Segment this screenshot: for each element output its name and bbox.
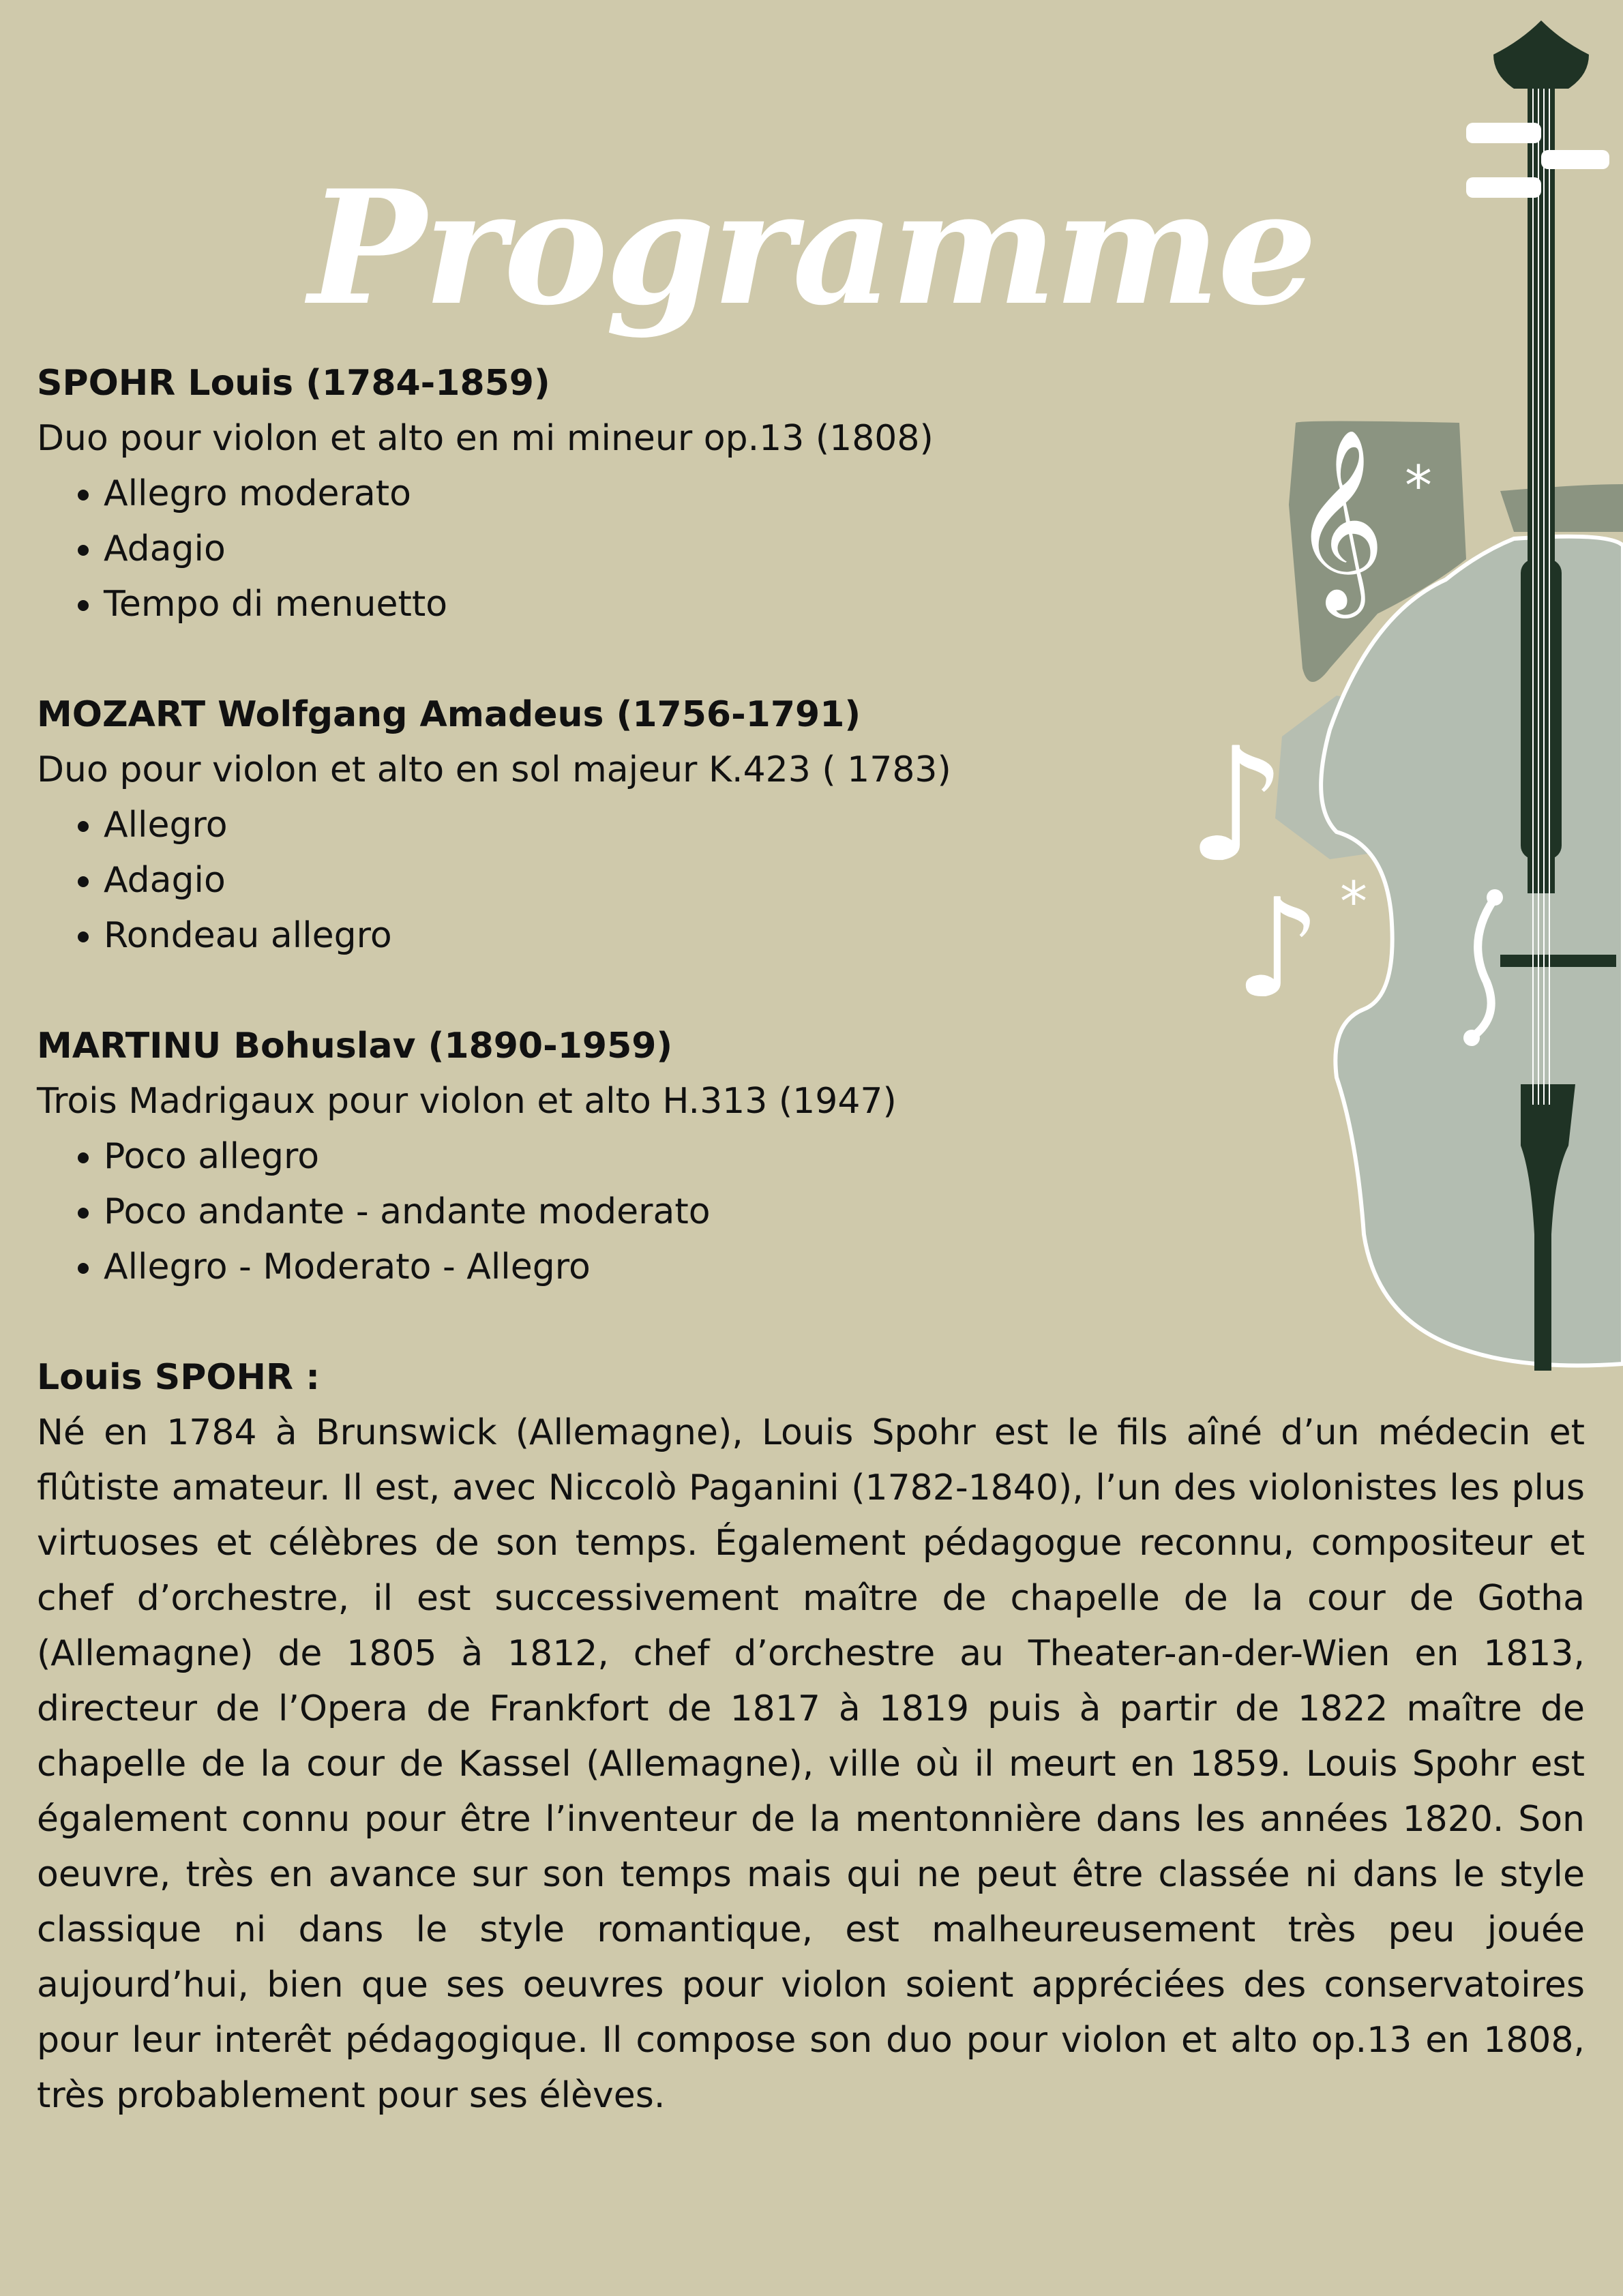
work-spohr bbox=[37, 356, 1585, 632]
tuning-peg bbox=[1466, 177, 1541, 198]
composer-heading: SPOHR Louis (1784-1859) bbox=[37, 363, 550, 404]
movement-list bbox=[37, 798, 1585, 964]
movement-list bbox=[37, 466, 1585, 632]
piece-title: Trois Madrigaux pour violon et alto H.313 (1947) bbox=[37, 1081, 897, 1122]
eighth-note-icon-2: ♪ bbox=[1234, 869, 1322, 1028]
movement-item: • Adagio bbox=[104, 853, 1585, 908]
work-mozart bbox=[37, 687, 1585, 964]
biography bbox=[37, 1350, 1585, 2123]
asterisk-icon: * bbox=[1340, 870, 1367, 934]
movement-item: • Allegro moderato bbox=[104, 466, 1585, 522]
tuning-peg bbox=[1466, 123, 1541, 143]
movement-item: • Allegro - Moderato - Allegro bbox=[104, 1240, 1585, 1295]
tuning-peg bbox=[1541, 150, 1609, 169]
asterisk-icon: * bbox=[1405, 454, 1432, 518]
movement-item: • Poco allegro bbox=[104, 1129, 1585, 1184]
treble-clef-icon: 𝄞 bbox=[1292, 428, 1385, 610]
movement-item: • Tempo di menuetto bbox=[104, 577, 1585, 632]
page-title: Programme bbox=[308, 156, 1315, 341]
piece-title: Duo pour violon et alto en mi mineur op.13 (1808) bbox=[37, 418, 934, 459]
movement-item: • Allegro bbox=[104, 798, 1585, 853]
biography-heading: Louis SPOHR : bbox=[37, 1357, 320, 1398]
biography-text: Né en 1784 à Brunswick (Allemagne), Louis Spohr est le fils aîné d’un médecin et flûtiste amateur. Il est, avec Niccolò Paganini (1782-1840), l’un des violonistes les plus virtuoses et célèbres de son temps. Également pédagogue reconnu, compositeur et chef d’orchestre, il est successivement maître de chapelle de la cour de Gotha (Allemagne) de 1805 à 1812, chef d’orchestre au Theater-an-der-Wien en 1813, directeur de l’Opera de Frankfort de 1817 à 1819 puis à partir de 1822 maître de chapelle de la cour de Kassel (Allemagne), ville où il meurt en 1859. Louis Spohr est également connu pour être l’inventeur de la mentonnière dans les années 1820. Son oeuvre, très en avance sur son temps mais qui ne peut être classée ni dans le style classique ni dans le style romantique, est malheureusement très peu jouée aujourd’hui, bien que ses oeuvres pour violon soient appréciées des conservatoires pour leur interêt pédagogique. Il compose son duo pour violon et alto op.13 en 1808, très probablement pour ses élèves. bbox=[37, 1412, 1585, 2116]
work-martinu bbox=[37, 1019, 1585, 1295]
movement-item: • Adagio bbox=[104, 522, 1585, 577]
composer-heading: MARTINU Bohuslav (1890-1959) bbox=[37, 1026, 673, 1067]
piece-title: Duo pour violon et alto en sol majeur K.423 ( 1783) bbox=[37, 749, 951, 790]
eighth-note-icon: ♪ bbox=[1187, 715, 1287, 897]
movement-list bbox=[37, 1129, 1585, 1295]
movement-item: • Poco andante - andante moderato bbox=[104, 1184, 1585, 1240]
composer-heading: MOZART Wolfgang Amadeus (1756-1791) bbox=[37, 694, 861, 735]
movement-item: • Rondeau allegro bbox=[104, 908, 1585, 964]
programme-content bbox=[37, 356, 1585, 2123]
cello-scroll bbox=[1493, 20, 1589, 89]
